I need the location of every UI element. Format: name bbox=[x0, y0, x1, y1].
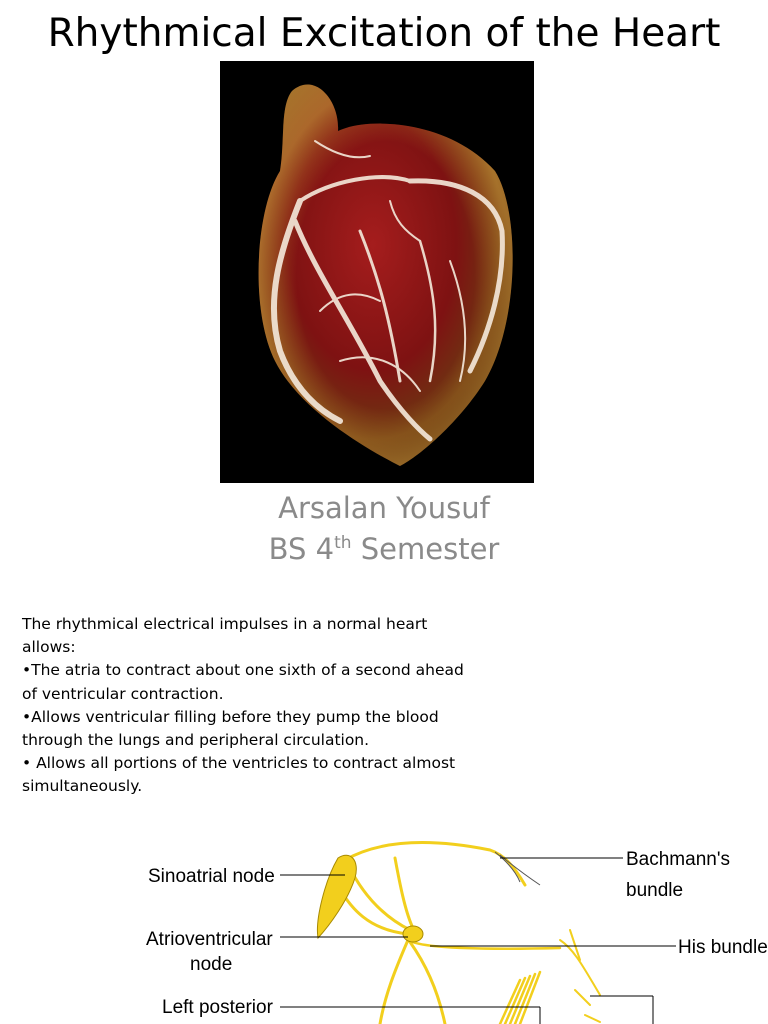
bullet-simultaneous: • Allows all portions of the ventricles to contract almost simultaneously. bbox=[22, 754, 456, 796]
conduction-pathways bbox=[335, 843, 600, 1024]
label-his-bundle: His bundle bbox=[678, 937, 768, 958]
label-atrioventricular-line1: Atrioventricular bbox=[146, 929, 273, 950]
heart-angiogram-image bbox=[220, 61, 534, 483]
author-block bbox=[0, 488, 768, 570]
course-line bbox=[0, 529, 768, 570]
conduction-system-diagram bbox=[0, 830, 768, 1024]
course-suffix: Semester bbox=[351, 532, 500, 566]
author-name: Arsalan Yousuf bbox=[278, 491, 490, 525]
bullet-ventricular-filling: •Allows ventricular filling before they pump the blood through the lungs and peripheral circulation. bbox=[22, 707, 439, 750]
sinoatrial-node-shape bbox=[317, 855, 356, 938]
course-prefix: BS 4 bbox=[268, 532, 335, 566]
label-sinoatrial-node: Sinoatrial node bbox=[148, 866, 275, 887]
label-bachmanns-line2: bundle bbox=[626, 880, 684, 901]
label-bachmanns-line1: Bachmann's bbox=[626, 849, 730, 870]
label-left-posterior: Left posterior bbox=[162, 997, 273, 1018]
slide-title: Rhythmical Excitation of the Heart bbox=[47, 11, 721, 56]
body-intro: The rhythmical electrical impulses in a normal heart allows: bbox=[22, 615, 428, 657]
atrioventricular-node-shape bbox=[403, 926, 423, 942]
bullet-atria: •The atria to contract about one sixth of a second ahead of ventricular contraction. bbox=[22, 661, 464, 703]
course-superscript: th bbox=[334, 533, 352, 553]
body-text bbox=[22, 613, 472, 799]
label-atrioventricular-line2: node bbox=[190, 954, 233, 975]
